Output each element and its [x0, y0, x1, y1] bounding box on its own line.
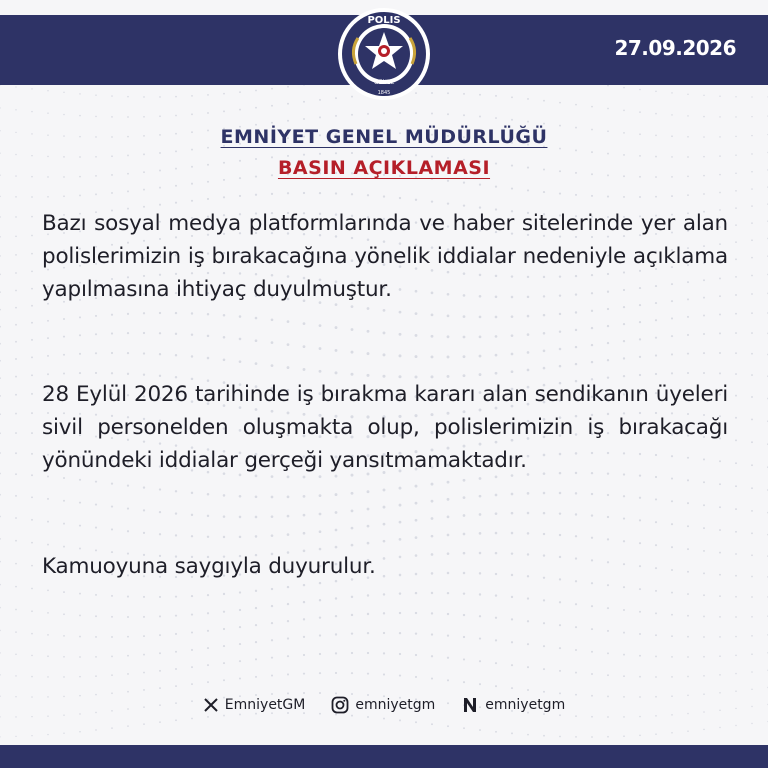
press-release-title: BASIN AÇIKLAMASI	[277, 157, 491, 179]
paragraph-3: Kamuoyuna saygıyla duyurulur.	[42, 554, 376, 579]
footer-band	[0, 745, 768, 768]
nsosyal-handle: emniyetgm	[485, 697, 566, 713]
emblem-top-text: POLIS	[367, 15, 401, 26]
paragraph-1: Bazı sosyal medya platformlarında ve haber sitelerinde yer alan polislerimizin iş bırakacağına yönelik iddialar nedeniyle açıklama yapılmasına ihtiyaç duyulmuştur.	[42, 211, 728, 302]
paragraph-2: 28 Eylül 2026 tarihinde iş bırakma kararı alan sendikanın üyeleri sivil personelden oluşmakta olup, polislerimizin iş bırakacağı yönündeki iddialar gerçeği yansıtmamaktadır.	[42, 382, 728, 473]
x-logo-icon	[203, 697, 219, 713]
nsosyal-icon	[461, 696, 479, 714]
x-link[interactable]	[203, 697, 306, 713]
instagram-handle: emniyetgm	[355, 697, 436, 713]
social-links	[0, 696, 768, 714]
nsosyal-link[interactable]	[461, 696, 565, 714]
emblem-year: 1845	[377, 90, 391, 96]
instagram-icon	[331, 696, 349, 714]
police-emblem-icon	[336, 6, 432, 102]
date-label: 27.09.2026	[614, 36, 736, 60]
instagram-link[interactable]	[331, 696, 435, 714]
organization-title: EMNİYET GENEL MÜDÜRLÜĞÜ	[220, 126, 548, 148]
x-handle: EmniyetGM	[224, 697, 306, 713]
emblem-bottom-text: GENEL	[373, 79, 395, 86]
